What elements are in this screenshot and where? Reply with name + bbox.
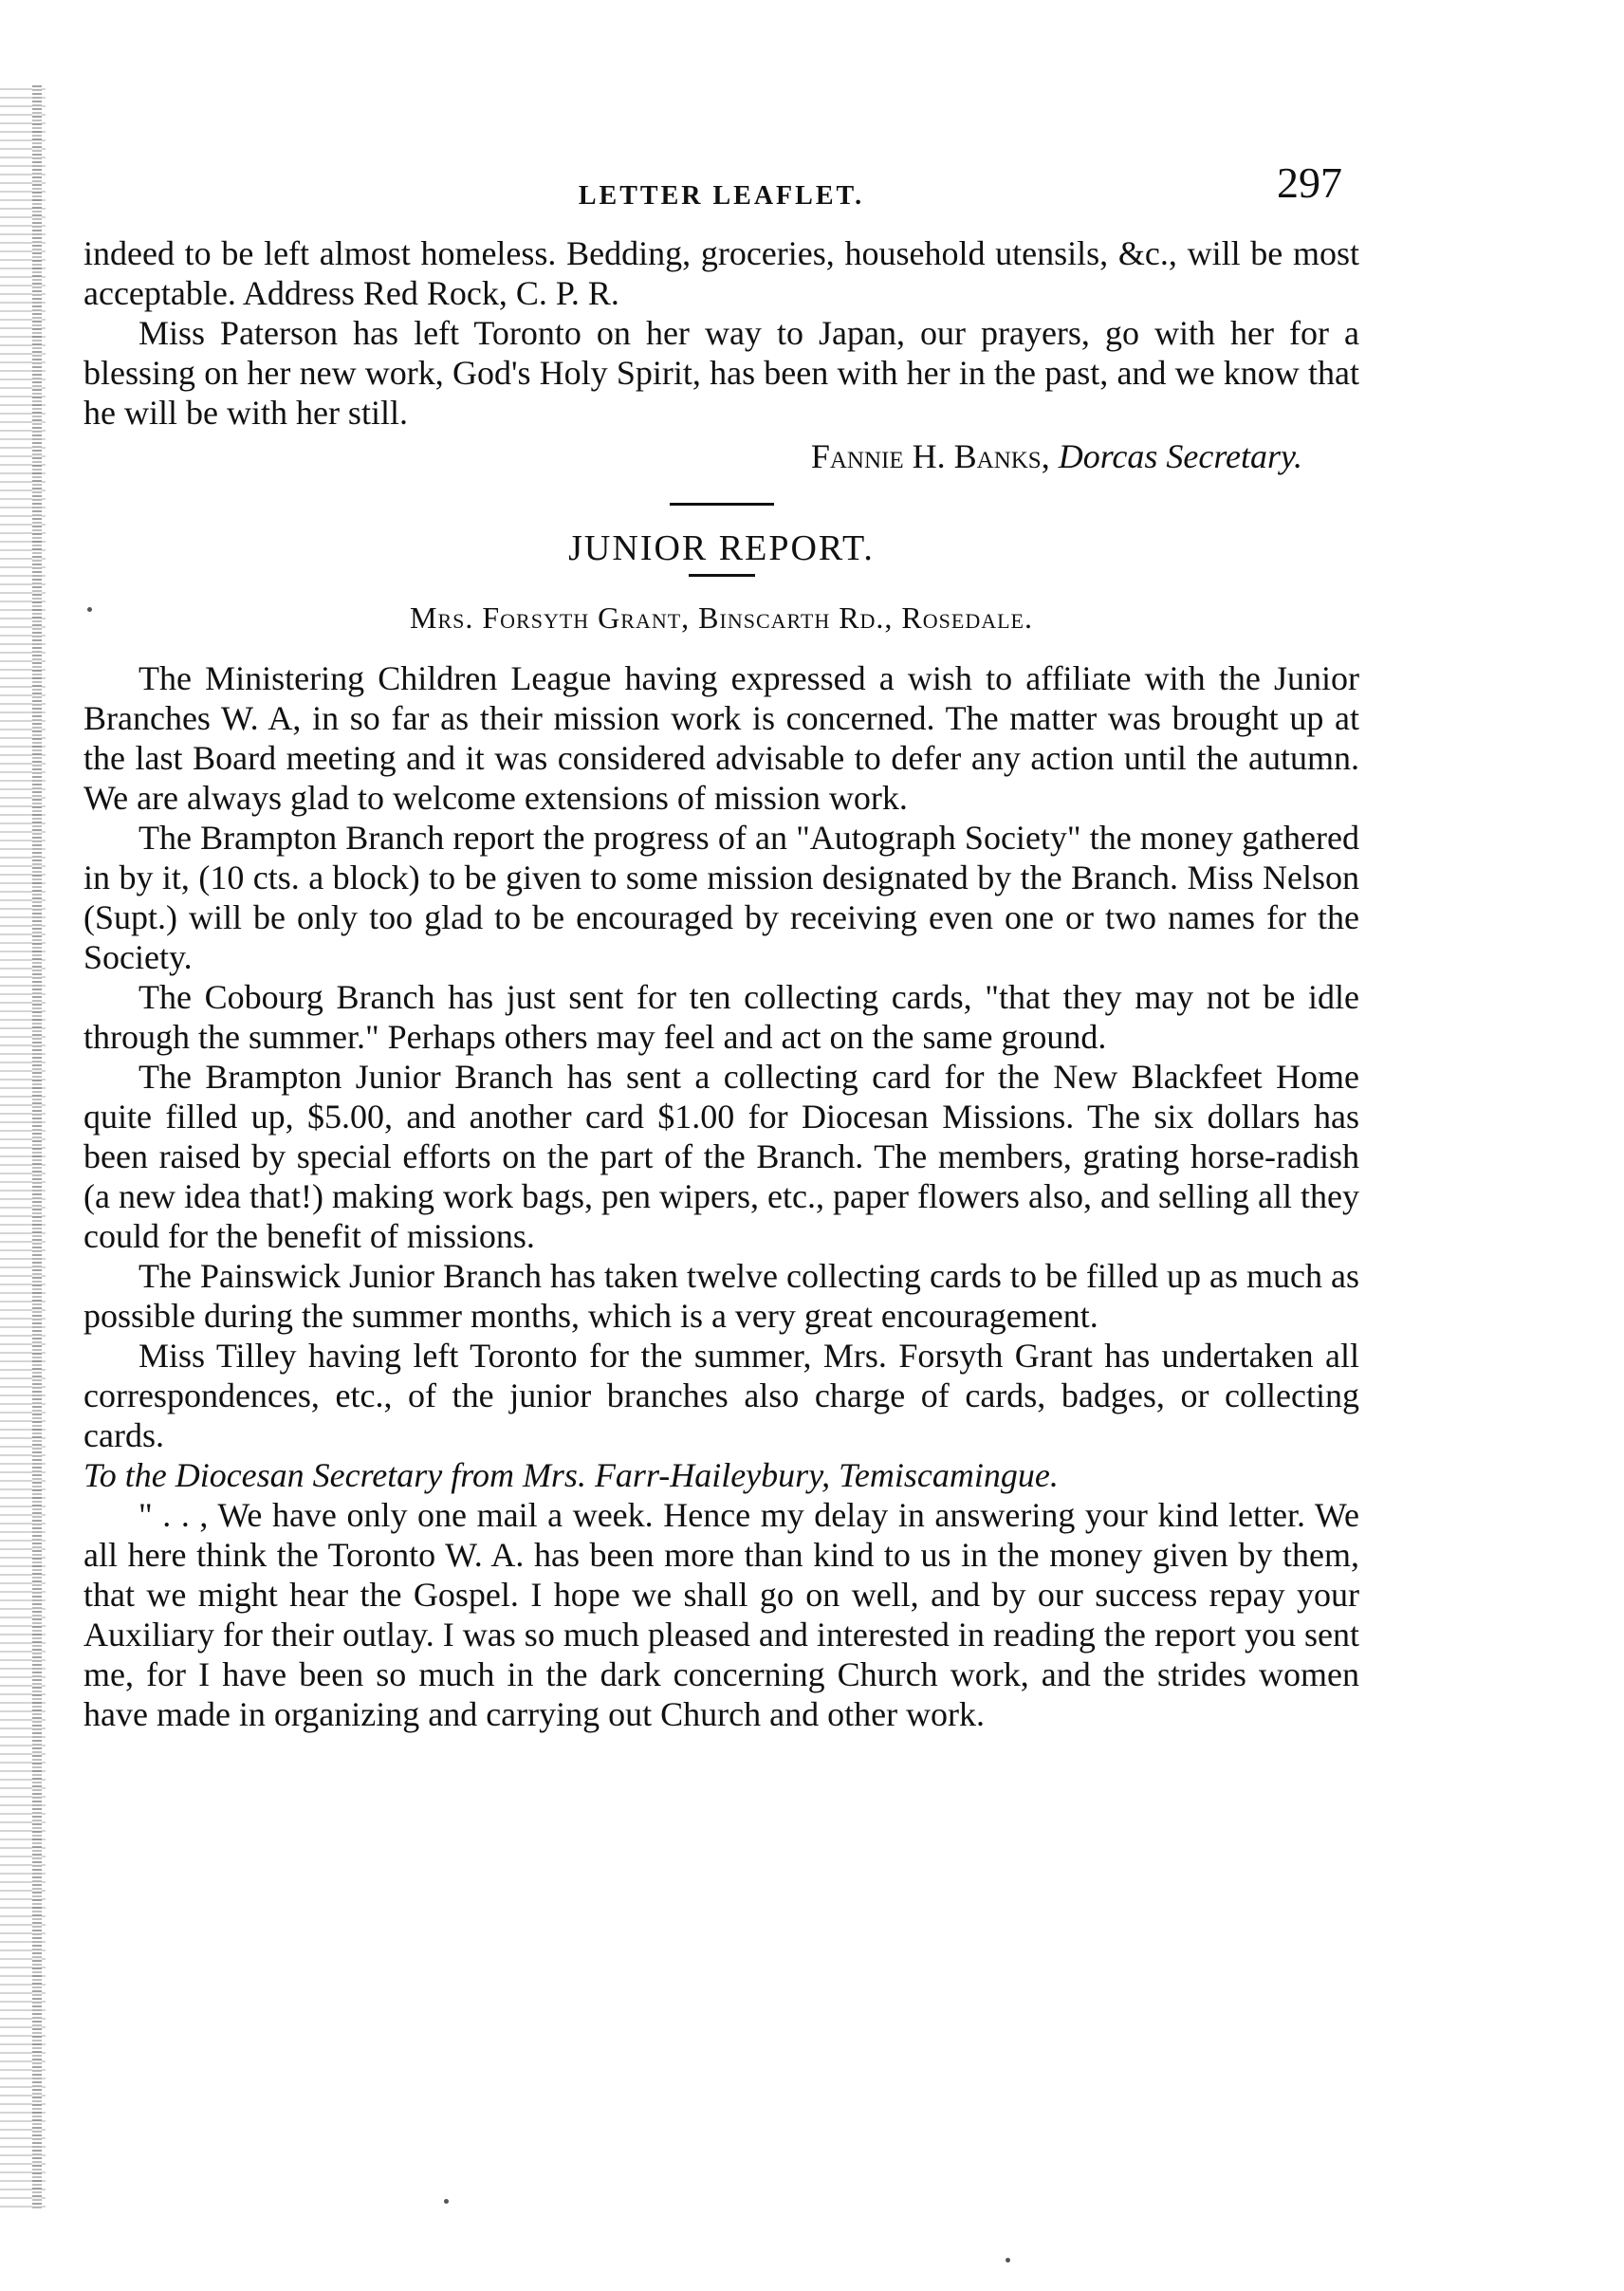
report-paragraph: The Brampton Branch report the progress of an "Autograph Society" the money gathered in by it, (10 cts. a block) to be given to some mission designated by the Branch. Miss Nelson (Supt.) will be only too glad to be encouraged by receiving even one or two names for the Society. [83,819,1359,976]
report-paragraph: Miss Tilley having left Toronto for the summer, Mrs. Forsyth Grant has undertaken all correspondences, etc., of the junior branches also charge of cards, badges, or collecting cards. [83,1337,1359,1454]
signature-name: Fannie H. Banks, [810,437,1050,475]
dorcas-paragraph: Miss Paterson has left Toronto on her way to Japan, our prayers, go with her for a blessing on her new work, God's Holy Spirit, has been with her in the past, and we know that he will be with her still. [83,314,1359,432]
heading-rule [689,574,755,577]
page-number: 297 [1277,158,1342,207]
print-speck [444,2199,449,2204]
section-heading: JUNIOR REPORT. [568,528,875,568]
print-speck [1006,2258,1010,2263]
signature-role: Dorcas Secretary. [1058,437,1302,475]
junior-report-section [83,528,1359,1734]
print-speck [87,607,92,612]
dorcas-section [83,233,1359,476]
report-paragraph: The Ministering Children League having expressed a wish to affiliate with the Junior Branches W. A, in so far as their mission work is concerned. The matter was brought up at the last Board meeting and it was considered advisable to defer any action until the autumn. We are always glad to welcome extensions of mission work. [83,659,1359,817]
report-paragraph: The Brampton Junior Branch has sent a collecting card for the New Blackfeet Home quite filled up, $5.00, and another card $1.00 for Diocesan Missions. The six dollars has been raised by special efforts on the part of the Branch. The members, grating horse-radish (a new idea that!) making work bags, pen wipers, etc., paper flowers also, and selling all they could for the benefit of missions. [83,1058,1359,1255]
report-paragraph: The Cobourg Branch has just sent for ten collecting cards, "that they may not be idle through the summer." Perhaps others may feel and act on the same ground. [83,978,1359,1056]
secretary-address: Mrs. Forsyth Grant, Binscarth Rd., Rosedale. [410,600,1033,635]
letter-body: " . . , We have only one mail a week. Hence my delay in answering your kind letter. We all here think the Toronto W. A. has been more than kind to us in the money given by them, that we might hear the Gospel. I hope we shall go on well, and by our success repay your Auxiliary for their outlay. I was so much pleased and interested in reading the report you sent me, for I have been so much in the dark concerning Church work, and the strides women have made in organizing and carrying out Church and other work. [83,1496,1359,1733]
binding-edge [0,85,46,2210]
running-head: LETTER LEAFLET. [578,181,865,211]
page-header [83,159,1359,226]
page [83,159,1359,1734]
dorcas-signature [83,436,1359,476]
letter-heading: To the Diocesan Secretary from Mrs. Farr-Haileybury, Temiscamingue. [83,1456,1059,1494]
section-divider [670,503,774,506]
report-paragraph: The Painswick Junior Branch has taken twelve collecting cards to be filled up as much as possible during the summer months, which is a very great encouragement. [83,1257,1359,1335]
dorcas-paragraph: indeed to be left almost homeless. Bedding, groceries, household utensils, &c., will be most acceptable. Address Red Rock, C. P. R. [83,234,1359,312]
